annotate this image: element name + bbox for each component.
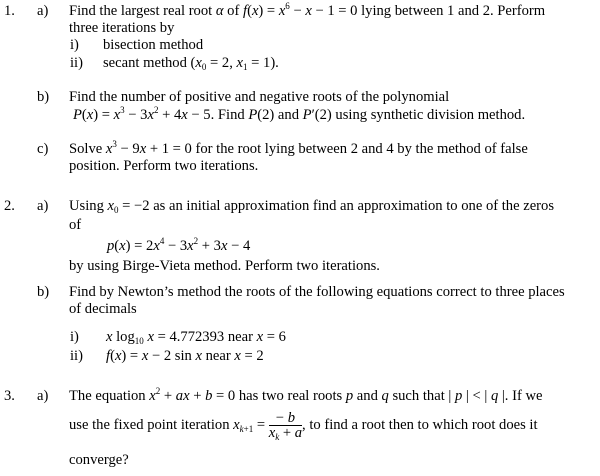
question-1a-line-1: Find the largest real root α of $f(x) = x^6 - x - 1 = 0$ lying between 1 and 2. Perform	[69, 1, 546, 19]
question-2a-line-1: Using $x_0 = -2$ as an initial approximation find an approximation to one of the zeros	[69, 198, 555, 215]
question-1c-line-2: position. Perform two iterations.	[69, 158, 259, 174]
sub-label: i)	[70, 37, 79, 53]
sub-label: i)	[70, 329, 79, 345]
polynomial-equation: $p(x) = 2x^4 - 3x^2 + 3x - 4$	[107, 236, 251, 254]
sub-label: ii)	[70, 348, 83, 364]
part-label: a)	[37, 198, 49, 214]
equation-ii: f(x) = x − 2 sin x near x = 2	[106, 348, 264, 364]
part-label: a)	[37, 3, 49, 19]
part-label: a)	[37, 388, 49, 404]
sub-label: ii)	[70, 55, 83, 71]
question-2a-line-3: by using Birge-Vieta method. Perform two iterations.	[69, 258, 380, 274]
iteration-fraction: $\frac{- b}{x_k + a}$	[268, 409, 303, 442]
bisection-method-text: bisection method	[103, 37, 204, 53]
part-label: b)	[37, 284, 50, 300]
question-1c-line-1: Solve $x^3 - 9x + 1 = 0$ for the root lying between 2 and 4 by the method of false	[69, 139, 528, 157]
question-2b-line-1: Find by Newton’s method the roots of the following equations correct to three places	[69, 284, 565, 300]
question-3a-line-1: The equation $x^2$ + ax + b = 0 has two real roots p and q such that | p | < | q |. If we	[69, 386, 543, 404]
question-1a-line-2: three iterations by	[69, 20, 175, 36]
question-number: 3.	[4, 388, 15, 404]
part-label: c)	[37, 141, 49, 157]
question-number: 2.	[4, 198, 15, 214]
equation-i: x $\log_{10} x = 4.772393$ near x = 6	[106, 329, 286, 346]
question-3a-line-2: use the fixed point iteration $x_{k+1}$ = $\frac{- b}{x_k + a}$ , to find a root then to which root does it	[69, 409, 538, 442]
secant-method-text: secant method ($x_0 = 2$, $x_1 = 1$).	[103, 55, 279, 72]
question-2b-line-2: of decimals	[69, 301, 137, 317]
question-1b-line-2: $P(x) = x^3 - 3x^2 + 4x - 5$. Find P(2) and P′(2) using synthetic division method.	[73, 105, 526, 123]
question-2a-line-2: of	[69, 217, 82, 233]
question-3a-line-3: converge?	[69, 452, 129, 468]
part-label: b)	[37, 89, 50, 105]
question-number: 1.	[4, 3, 15, 19]
question-1b-line-1: Find the number of positive and negative roots of the polynomial	[69, 89, 450, 105]
